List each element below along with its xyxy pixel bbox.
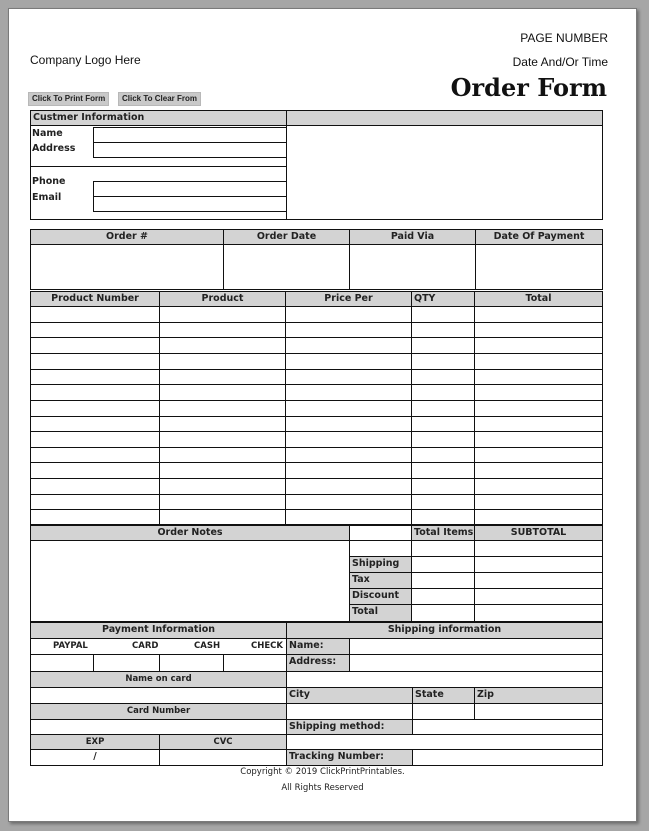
cvc-input[interactable] bbox=[159, 749, 287, 766]
paypal-label: PAYPAL bbox=[53, 641, 88, 651]
product-row-divider bbox=[31, 322, 602, 323]
state-label: State bbox=[412, 687, 475, 704]
payment-info-header: Payment Information bbox=[30, 622, 287, 639]
paid-via-header: Paid Via bbox=[349, 229, 476, 245]
shipping-qty-input[interactable] bbox=[411, 556, 475, 573]
paid-via-input[interactable] bbox=[349, 244, 476, 290]
check-label: CHECK bbox=[251, 641, 283, 651]
ship-address-line2-input[interactable] bbox=[286, 671, 603, 688]
card-checkbox[interactable] bbox=[93, 654, 160, 672]
total-qty-input[interactable] bbox=[411, 604, 475, 622]
copyright-text: Copyright © 2019 ClickPrintPrintables. bbox=[240, 767, 405, 777]
order-date-input[interactable] bbox=[223, 244, 350, 290]
tax-label: Tax bbox=[349, 572, 412, 589]
exp-input[interactable]: / bbox=[30, 749, 160, 766]
city-input[interactable] bbox=[286, 703, 413, 720]
clear-form-button[interactable]: Click To Clear From bbox=[118, 92, 201, 106]
email-label: Email bbox=[32, 192, 62, 203]
col-header-qty: QTY bbox=[411, 291, 475, 307]
product-row-divider bbox=[31, 478, 602, 479]
customer-info-header-right bbox=[286, 110, 603, 126]
notes-box[interactable] bbox=[286, 125, 603, 220]
product-row-divider bbox=[31, 400, 602, 401]
discount-qty-input[interactable] bbox=[411, 588, 475, 605]
date-of-payment-input[interactable] bbox=[475, 244, 603, 290]
product-row-divider bbox=[31, 509, 602, 510]
product-row-divider bbox=[31, 462, 602, 463]
col-header-price-per: Price Per bbox=[285, 291, 412, 307]
date-of-payment-header: Date Of Payment bbox=[475, 229, 603, 245]
order-date-header: Order Date bbox=[223, 229, 350, 245]
customer-address-input[interactable] bbox=[93, 142, 287, 158]
summary-blank-label bbox=[349, 540, 412, 557]
customer-phone-input[interactable] bbox=[93, 181, 287, 197]
address-label: Address bbox=[32, 143, 76, 154]
ship-address-input[interactable] bbox=[349, 654, 603, 672]
shipping-info-header: Shipping information bbox=[286, 622, 603, 639]
zip-label: Zip bbox=[474, 687, 603, 704]
product-row-divider bbox=[31, 431, 602, 432]
cash-label: CASH bbox=[194, 641, 221, 651]
product-column-divider bbox=[474, 307, 475, 524]
company-logo-placeholder: Company Logo Here bbox=[30, 53, 141, 67]
total-items-header: Total Items bbox=[411, 525, 475, 541]
product-row-divider bbox=[31, 353, 602, 354]
order-form bbox=[30, 110, 603, 762]
city-label: City bbox=[286, 687, 413, 704]
cash-checkbox[interactable] bbox=[159, 654, 224, 672]
total-items-input[interactable] bbox=[411, 540, 475, 557]
page-title: Order Form bbox=[450, 73, 607, 102]
product-row-divider bbox=[31, 337, 602, 338]
print-form-button[interactable]: Click To Print Form bbox=[28, 92, 109, 106]
order-number-header: Order # bbox=[30, 229, 224, 245]
discount-input[interactable] bbox=[474, 588, 603, 605]
total-label: Total bbox=[349, 604, 412, 622]
card-number-input[interactable] bbox=[30, 719, 287, 735]
tracking-number-input[interactable] bbox=[412, 749, 603, 766]
tax-qty-input[interactable] bbox=[411, 572, 475, 589]
product-row-divider bbox=[31, 494, 602, 495]
zip-input[interactable] bbox=[474, 703, 603, 720]
check-checkbox[interactable] bbox=[223, 654, 287, 672]
totals-blank-cell bbox=[349, 525, 412, 541]
order-form-page bbox=[8, 8, 637, 822]
product-column-divider bbox=[285, 307, 286, 524]
col-header-product: Product bbox=[159, 291, 286, 307]
product-column-divider bbox=[411, 307, 412, 524]
customer-info-header: Custmer Information bbox=[30, 110, 287, 126]
product-row-divider bbox=[31, 369, 602, 370]
cvc-header: CVC bbox=[159, 734, 287, 750]
col-header-product-number: Product Number bbox=[30, 291, 160, 307]
ship-address-label: Address: bbox=[286, 654, 350, 672]
subtotal-header: SUBTOTAL bbox=[474, 525, 603, 541]
card-label: CARD bbox=[132, 641, 159, 651]
page-number: PAGE NUMBER bbox=[520, 31, 608, 45]
order-notes-header: Order Notes bbox=[30, 525, 350, 541]
customer-name-input[interactable] bbox=[93, 127, 287, 143]
name-on-card-header: Name on card bbox=[30, 671, 287, 688]
shipping-input[interactable] bbox=[474, 556, 603, 573]
ship-name-label: Name: bbox=[286, 638, 350, 655]
state-input[interactable] bbox=[412, 703, 475, 720]
subtotal-input[interactable] bbox=[474, 540, 603, 557]
customer-email-input[interactable] bbox=[93, 196, 287, 212]
divider bbox=[30, 166, 287, 167]
product-column-divider bbox=[159, 307, 160, 524]
shipping-extra-input[interactable] bbox=[286, 734, 603, 750]
name-on-card-input[interactable] bbox=[30, 687, 287, 704]
exp-header: EXP bbox=[30, 734, 160, 750]
card-number-header: Card Number bbox=[30, 703, 287, 720]
shipping-method-label: Shipping method: bbox=[286, 719, 413, 735]
product-row-divider bbox=[31, 384, 602, 385]
discount-label: Discount bbox=[349, 588, 412, 605]
ship-name-input[interactable] bbox=[349, 638, 603, 655]
tracking-number-label: Tracking Number: bbox=[286, 749, 413, 766]
order-number-input[interactable] bbox=[30, 244, 224, 290]
tax-input[interactable] bbox=[474, 572, 603, 589]
name-label: Name bbox=[32, 128, 63, 139]
shipping-label: Shipping bbox=[349, 556, 412, 573]
product-table[interactable] bbox=[30, 306, 603, 525]
order-notes-input[interactable] bbox=[30, 540, 350, 622]
product-row-divider bbox=[31, 447, 602, 448]
date-time: Date And/Or Time bbox=[512, 55, 608, 69]
phone-label: Phone bbox=[32, 176, 66, 187]
shipping-method-input[interactable] bbox=[412, 719, 603, 735]
total-input[interactable] bbox=[474, 604, 603, 622]
product-row-divider bbox=[31, 416, 602, 417]
paypal-checkbox[interactable] bbox=[30, 654, 94, 672]
col-header-total: Total bbox=[474, 291, 603, 307]
rights-text: All Rights Reserved bbox=[281, 783, 364, 793]
